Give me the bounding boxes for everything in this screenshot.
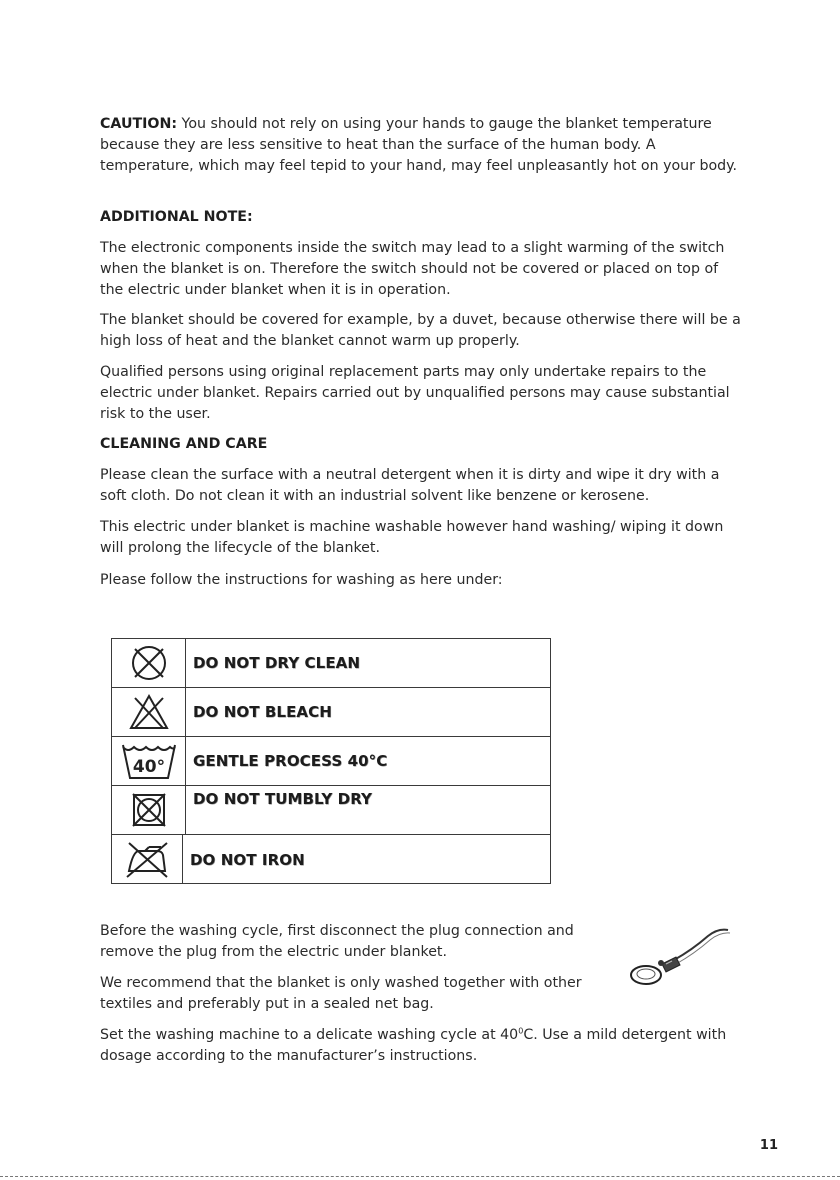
- caution-label: CAUTION:: [100, 116, 178, 132]
- degree-superscript: 0: [518, 1026, 524, 1036]
- do-not-iron-icon: [112, 835, 183, 883]
- additional-note-heading: ADDITIONAL NOTE:: [100, 209, 253, 225]
- washing-paragraph-1: Before the washing cycle, first disconnect the plug connection and remove the plug from the electric under blanket.: [100, 923, 574, 960]
- cleaning-paragraph-1: Please clean the surface with a neutral detergent when it is dirty and wipe it dry with a soft cloth. Do not clean it with an industrial solvent like benzene or kerosene.: [100, 467, 720, 504]
- care-label-wash: GENTLE PROCESS 40°C: [193, 752, 388, 770]
- care-label-tumble-dry: DO NOT TUMBLY DRY: [193, 790, 373, 808]
- note-paragraph-2: The blanket should be covered for example, by a duvet, because otherwise there will be a high loss of heat and the blanket cannot warm up properly.: [100, 312, 741, 349]
- cleaning-paragraph-2: This electric under blanket is machine washable however hand washing/ wiping it down will prolong the lifecycle of the blanket.: [100, 519, 724, 556]
- do-not-bleach-icon: [112, 688, 186, 736]
- note-paragraph-1: The electronic components inside the switch may lead to a slight warming of the switch when the blanket is on. Therefore the switch should not be covered or placed on top of the electric under blanket when it is in operation.: [100, 240, 725, 298]
- page-number: 11: [759, 1138, 778, 1153]
- care-row-iron: [111, 834, 551, 884]
- cleaning-paragraph-3: Please follow the instructions for washing as here under:: [100, 572, 503, 588]
- washing-paragraph-3: [100, 1025, 742, 1067]
- care-row-dry-clean: [111, 638, 551, 688]
- do-not-dry-clean-icon: [112, 639, 186, 687]
- wash-temperature-text: 40°: [132, 757, 165, 777]
- washing-paragraph-3-a: Set the washing machine to a delicate washing cycle at 40: [100, 1027, 519, 1043]
- care-row-wash: [111, 736, 551, 786]
- do-not-tumble-dry-icon: [112, 786, 186, 834]
- washing-paragraph-2: We recommend that the blanket is only washed together with other textiles and preferably put in a sealed net bag.: [100, 975, 582, 1012]
- care-row-tumble-dry: [111, 785, 551, 835]
- note-paragraph-3: Qualified persons using original replacement parts may only undertake repairs to the electric under blanket. Repairs carried out by unqualified persons may cause substantial risk to the user.: [100, 364, 730, 422]
- washing-paragraph-3-b: C. Use a mild detergent with dosage according to the manufacturer’s instructions.: [100, 1027, 727, 1064]
- care-label-iron: DO NOT IRON: [190, 851, 305, 869]
- cleaning-heading: CLEANING AND CARE: [100, 436, 268, 452]
- plug-icon: [622, 920, 734, 994]
- caution-paragraph: [100, 114, 742, 177]
- wash-40-icon: [112, 737, 186, 785]
- page-bottom-rule: [0, 1176, 840, 1177]
- care-label-bleach: DO NOT BLEACH: [193, 703, 332, 721]
- care-label-dry-clean: DO NOT DRY CLEAN: [193, 654, 361, 672]
- caution-text: You should not rely on using your hands to gauge the blanket temperature because they are less sensitive to heat than the surface of the human body. A temperature, which may feel tepid to your hand, may feel unpleasantly hot on your body.: [100, 116, 738, 174]
- care-row-bleach: [111, 687, 551, 737]
